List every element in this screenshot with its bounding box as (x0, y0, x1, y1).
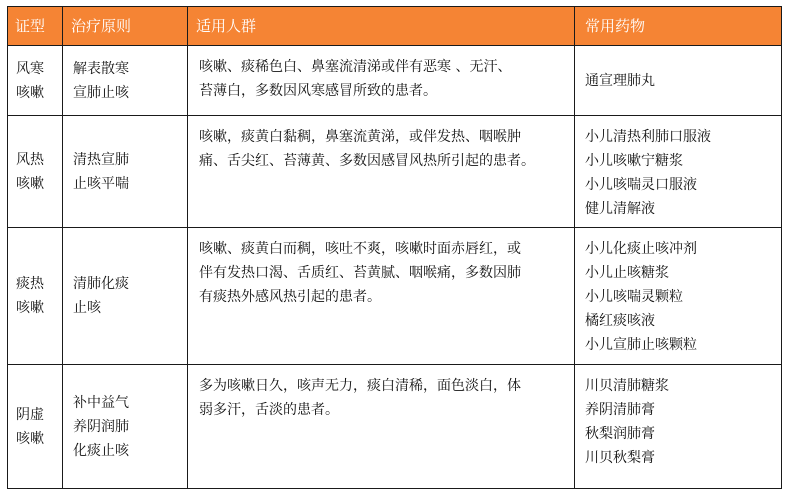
cough-syndrome-table (7, 6, 782, 489)
drug-item: 川贝秋梨膏 (585, 450, 655, 466)
syndrome-line: 风热 (16, 151, 44, 168)
table-row (8, 116, 782, 228)
drug-cell (575, 46, 782, 116)
table-header-row (8, 7, 782, 46)
drug-item: 小儿清热利肺口服液 (585, 129, 711, 145)
principle-line: 解表散寒 (73, 60, 129, 77)
drug-item: 小儿化痰止咳冲剂 (585, 241, 697, 257)
drug-item: 小儿宣肺止咳颗粒 (585, 337, 697, 353)
syndrome-cell (8, 365, 63, 489)
principle-line: 止咳平喘 (73, 175, 129, 192)
principle-cell (63, 365, 188, 489)
drug-cell (575, 116, 782, 228)
principle-cell (63, 46, 188, 116)
principle-line: 化痰止咳 (73, 442, 129, 459)
drug-item: 养阴清肺膏 (585, 402, 655, 418)
drug-item: 橘红痰咳液 (585, 313, 655, 329)
syndrome-line: 痰热 (16, 276, 44, 292)
drug-item: 小儿咳喘灵颗粒 (585, 289, 683, 305)
header-principle: 治疗原则 (63, 7, 188, 46)
syndrome-cell (8, 228, 63, 365)
drug-item: 通宣理肺丸 (585, 72, 655, 89)
crowd-line: 苔薄白，多数因风寒感冒所致的患者。 (199, 83, 437, 99)
header-syndrome: 证型 (8, 7, 63, 46)
principle-line: 清热宣肺 (73, 151, 129, 168)
crowd-cell (188, 228, 575, 365)
crowd-line: 伴有发热口渴、舌质红、苔黄腻、咽喉痛，多数因肺 (199, 265, 521, 281)
syndrome-line: 咳嗽 (16, 300, 44, 316)
crowd-line: 痛、舌尖红、苔薄黄、多数因感冒风热所引起的患者。 (199, 153, 535, 169)
crowd-line: 有痰热外感风热引起的患者。 (199, 289, 381, 305)
principle-line: 养阴润肺 (73, 418, 129, 435)
table-row (8, 46, 782, 116)
principle-cell (63, 116, 188, 228)
syndrome-cell (8, 46, 63, 116)
principle-line: 止咳 (73, 300, 101, 316)
drug-item: 川贝清肺糖浆 (585, 378, 669, 394)
crowd-cell (188, 116, 575, 228)
crowd-line: 弱多汗，舌淡的患者。 (199, 402, 339, 418)
crowd-line: 多为咳嗽日久，咳声无力，痰白清稀，面色淡白，体 (199, 378, 521, 394)
drug-item: 小儿咳喘灵口服液 (585, 177, 697, 193)
crowd-line: 咳嗽，痰黄白黏稠，鼻塞流黄涕，或伴发热、咽喉肿 (199, 129, 521, 145)
syndrome-line: 阴虚 (16, 406, 44, 423)
principle-line: 清肺化痰 (73, 276, 129, 292)
drug-cell (575, 365, 782, 489)
drug-item: 小儿咳嗽宁糖浆 (585, 153, 683, 169)
principle-line: 补中益气 (73, 394, 129, 411)
syndrome-line: 咳嗽 (16, 430, 44, 447)
principle-cell (63, 228, 188, 365)
drug-item: 小儿止咳糖浆 (585, 265, 669, 281)
header-crowd: 适用人群 (188, 7, 575, 46)
drug-item: 秋梨润肺膏 (585, 426, 655, 442)
table-row (8, 228, 782, 365)
header-drugs: 常用药物 (575, 7, 782, 46)
drug-item: 健儿清解液 (585, 201, 655, 217)
crowd-cell (188, 46, 575, 116)
syndrome-line: 风寒 (16, 60, 44, 77)
table-row (8, 365, 782, 489)
syndrome-line: 咳嗽 (16, 175, 44, 192)
crowd-line: 咳嗽、痰黄白而稠，咳吐不爽，咳嗽时面赤唇红，或 (199, 241, 521, 257)
drug-cell (575, 228, 782, 365)
syndrome-line: 咳嗽 (16, 84, 44, 101)
crowd-line: 咳嗽、痰稀色白、鼻塞流清涕或伴有恶寒 、无汗、 (199, 59, 512, 75)
crowd-cell (188, 365, 575, 489)
principle-line: 宣肺止咳 (73, 84, 129, 101)
syndrome-cell (8, 116, 63, 228)
